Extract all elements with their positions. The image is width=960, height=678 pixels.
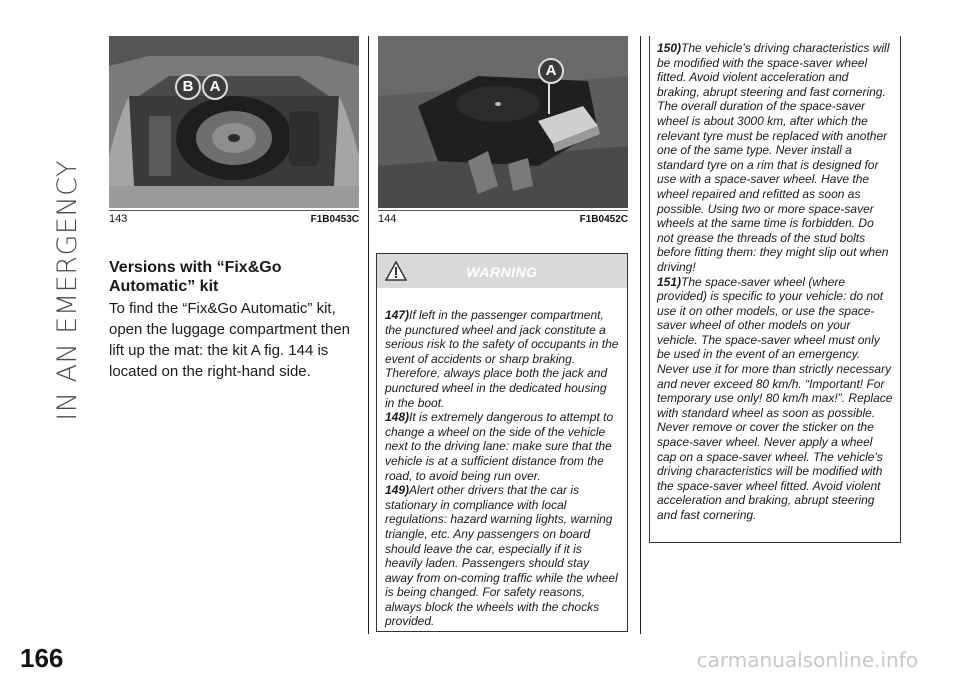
warning-body — [377, 288, 627, 629]
figure-143-code: F1B0453C — [310, 214, 359, 225]
warning-note — [385, 483, 619, 629]
note-number: 150) — [657, 41, 682, 55]
section-title: Versions with “Fix&Go Automatic” kit — [109, 259, 282, 295]
callout-a: A — [202, 74, 228, 100]
callout-b: B — [175, 74, 201, 100]
note-text: Alert other drivers that the car is stationary in compliance with local regulations: hazard warning lights, warning triangle, etc. Any passengers on board should leave the car, especially if it is heavily laden. Passengers should stay away from on-coming traffic while the wheel is being changed. For safety reasons, always block the wheels with the chocks provided. — [385, 483, 618, 629]
warning-continued-box — [649, 36, 901, 543]
figure-143 — [109, 36, 359, 226]
callout-a-leader — [548, 84, 550, 114]
warning-title: WARNING — [466, 264, 538, 280]
warning-note — [385, 410, 619, 483]
warning-box — [376, 253, 628, 632]
warning-continued-body — [650, 36, 900, 523]
note-number: 151) — [657, 274, 682, 289]
note-text: The space-saver wheel (where provided) is specific to your vehicle: do not use it on other models, or use the space-saver wheel of other models on your vehicle. The space-saver wheel must only be used in the event of an emergency. Never use it for more than strictly necessary and never exceed 80 km/h. “Important! For temporary use only! 80 km/h max!”. Replace with standard wheel as soon as possible. Never remove or cover the sticker on the space-saver wheel. Never apply a wheel cap on a space-saver wheel. The vehicle's driving characteristics will be modified with the space-saver wheel fitted. Avoid violent acceleration and braking, abrupt steering and fast cornering. — [657, 274, 893, 522]
page-number: 166 — [20, 643, 64, 673]
site-watermark: carmanualsonline.info — [696, 648, 918, 672]
note-number: 149) — [385, 483, 410, 498]
column-divider-1 — [368, 36, 369, 634]
figure-143-photo — [109, 36, 359, 208]
note-number: 147) — [385, 308, 410, 322]
figure-144-number: 144 — [378, 213, 397, 225]
warning-note — [657, 41, 893, 275]
figure-144-caption-rule — [378, 210, 628, 211]
figure-143-number: 143 — [109, 213, 128, 225]
note-text: The vehicle's driving characteristics will be modified with the space-saver wheel fitted. Avoid violent acceleration and braking, abrupt steering and fast cornering. The overall duration of the space-saver wheel is about 3000 km, after which the relevant tyre must be replaced with another one of the same type. Never install a standard tyre on a rim that is designed for use with a space-saver wheel. Have the wheel repaired and refitted as soon as possible. Using two or more space-saver wheels at the same time is forbidden. Do not grease the threads of the stud bolts before fitting them: they might slip out when driving! — [657, 41, 890, 274]
chapter-side-title: IN AN EMERGENCY — [52, 160, 83, 421]
note-text: If left in the passenger compartment, the punctured wheel and jack constitute a serious risk to the safety of occupants in the event of accidents or sharp braking. Therefore, always place both the jack and punctured wheel in the dedicated housing in the boot. — [385, 308, 619, 410]
note-number: 148) — [385, 410, 410, 425]
section-body: To find the “Fix&Go Automatic” kit, open the luggage compartment then lift up the mat: the kit A fig. 144 is located on the right-hand side. — [109, 300, 351, 380]
column-divider-2 — [640, 36, 641, 634]
figure-144-photo — [378, 36, 628, 208]
figure-144 — [378, 36, 628, 226]
callout-a-fig144: A — [538, 58, 564, 84]
figure-143-caption-rule — [109, 210, 359, 211]
note-text: It is extremely dangerous to attempt to change a wheel on the side of the vehicle next to the driving lane: make sure that the vehicle is at a sufficient distance from the road, to avoid being run over. — [385, 410, 614, 483]
warning-note — [657, 275, 893, 523]
warning-note — [385, 308, 619, 410]
figure-144-code: F1B0452C — [579, 214, 628, 225]
warning-header — [377, 254, 627, 288]
